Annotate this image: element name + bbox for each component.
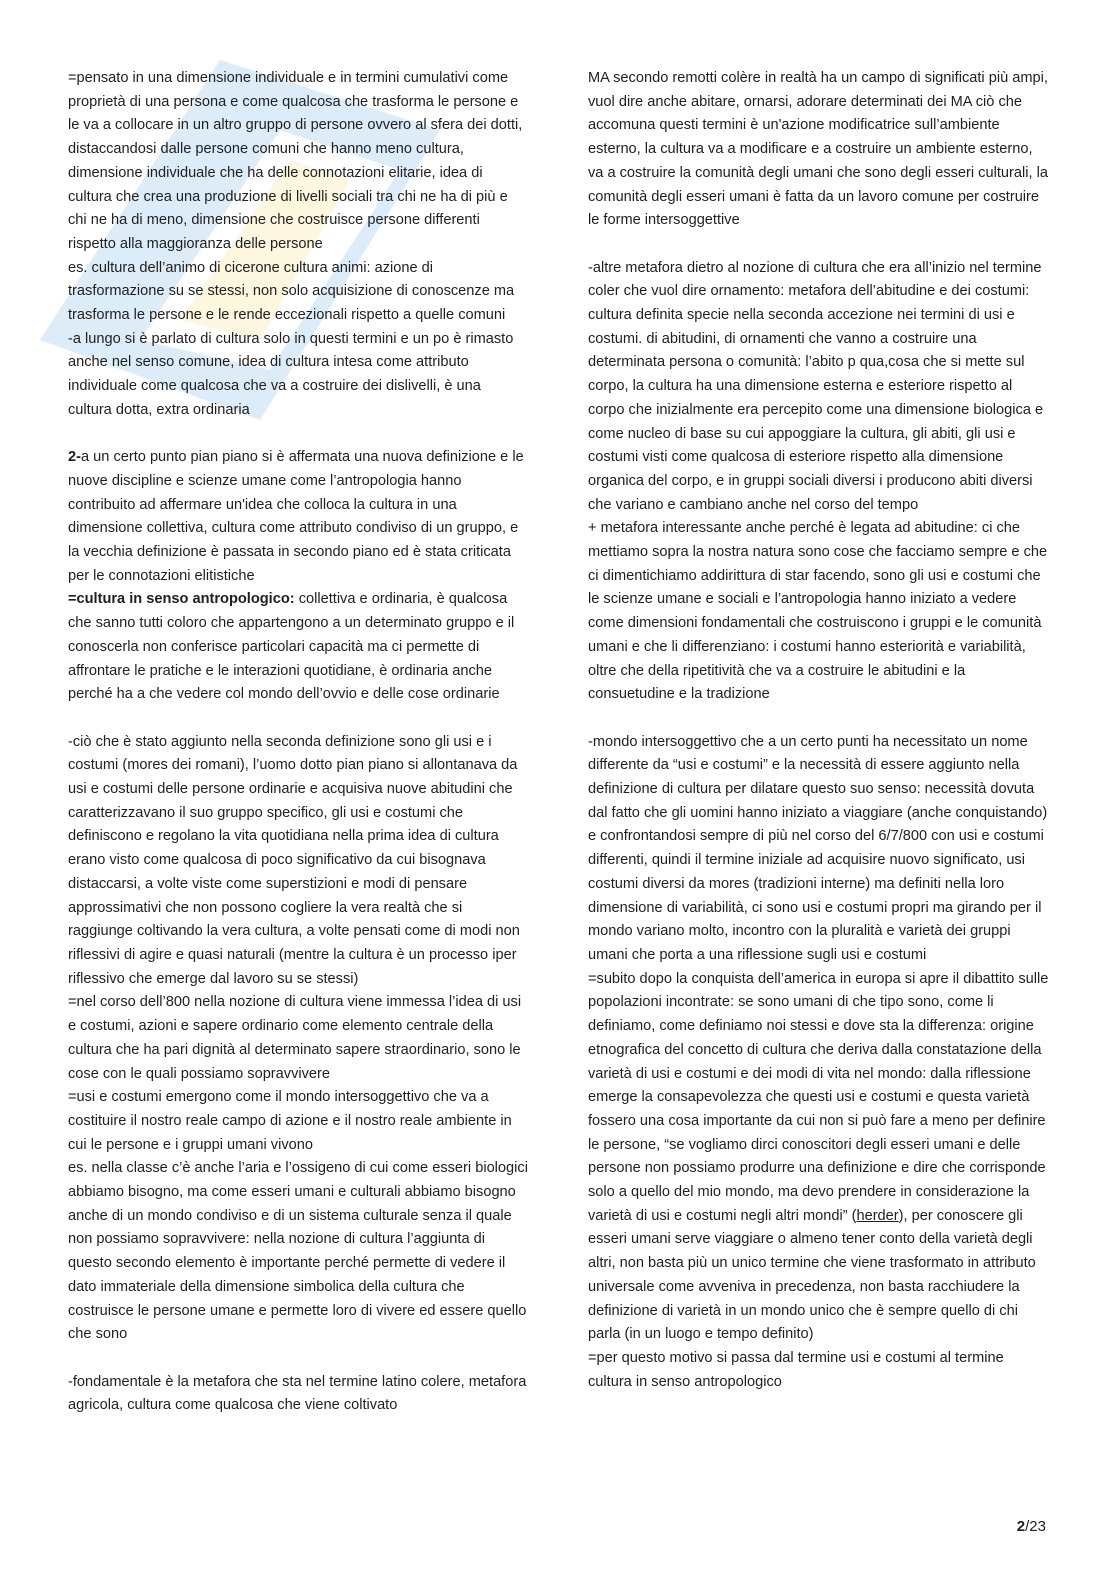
page-total: /23 bbox=[1025, 1518, 1046, 1535]
page-number bbox=[1017, 1518, 1046, 1535]
right-paragraph-5-text-b: ), per conoscere gli esseri umani serve viaggiare o almeno tener conto della varietà degli altri, non basta più un unico termine che viene trasformato in attributo universale come avveniva in precedenza, non basta racchiudere la definizione di varietà in un mondo unico che è sempre quello di chi parla (in un luogo e tempo definito) bbox=[588, 1207, 1036, 1343]
left-paragraph-2: es. cultura dell’animo di cicerone cultura animi: azione di trasformazione su se stessi, non solo acquisizione di conoscenze ma trasforma le persone e le rende eccezionali rispetto a quelle comuni bbox=[68, 259, 515, 324]
left-paragraph-4 bbox=[68, 446, 528, 588]
herder-link[interactable]: herder bbox=[856, 1207, 899, 1224]
left-column bbox=[68, 67, 528, 1418]
page-current: 2 bbox=[1016, 1518, 1026, 1535]
left-paragraph-4-text: a un certo punto pian piano si è affermata una nuova definizione e le nuove discipline e scienze umane come l’antropologia hanno contribuito ad affermare un'idea che colloca la cultura in una dimensione collettiva, cultura come attributo condiviso di un gruppo, e la vecchia definizione è passata in secondo piano ed è stata criticata per le connotazioni elitistiche bbox=[68, 449, 524, 584]
left-paragraph-5 bbox=[68, 588, 528, 707]
left-paragraph-8: =usi e costumi emergono come il mondo intersoggettivo che va a costituire il nostro reale campo di azione e il nostro reale ambiente in cui le persone e i gruppi umani vivono bbox=[68, 1089, 512, 1153]
right-paragraph-2: -altre metafora dietro al nozione di cultura che era all’inizio nel termine coler che vuol dire ornamento: metafora dell’abitudine e dei costumi: cultura definita specie nella seconda accezione nei termini di usi e costumi. di abitudini, di ornamenti che vanno a costruire una determinata persona o comunità: l’abito p qua,cosa che si mette sul corpo, la cultura ha una dimensione esterna e esteriore rispetto al corpo che inizialmente era percepito come una dimensione biologica e come nucleo di base su cui appoggiare la cultura, gli abiti, gli usi e costumi visti come qualcosa di esteriore rispetto alla dimensione organica del corpo, e in gruppi sociali diversi i producono abiti diversi che variano e cambiano anche nel corso del tempo bbox=[588, 259, 1044, 513]
right-column bbox=[588, 67, 1050, 1394]
definition-heading: =cultura in senso antropologico: bbox=[68, 591, 295, 608]
left-paragraph-10: -fondamentale è la metafora che sta nel termine latino colere, metafora agricola, cultura come qualcosa che viene coltivato bbox=[68, 1373, 527, 1414]
left-paragraph-1: =pensato in una dimensione individuale e in termini cumulativi come proprietà di una persona e come qualcosa che trasforma le persone e le va a collocare in un altro gruppo di persone ovvero al sfera dei dotti, distaccandosi dalle persone comuni che hanno meno cultura, dimensione individuale che ha delle connotazioni elitarie, idea di cultura che crea una produzione di livelli sociali tra chi ne ha di più e chi ne ha di meno, dimensione che costruisce persone differenti rispetto alla maggioranza delle persone bbox=[68, 70, 523, 252]
right-paragraph-3: + metafora interessante anche perché è legata ad abitudine: ci che mettiamo sopra la nostra natura sono cose che facciamo sempre e che ci dimentichiamo addirittura di star facendo, sono gli usi e costumi che le scienze umane e sociali e l’antropologia hanno iniziato a vedere come dimensioni fondamentali che costruiscono i gruppi e le comunità umani e che li differenziano: i costumi hanno esteriorità e variabilità, oltre che della ripetitività che va a costruire le abitudini e la consuetudine e la tradizione bbox=[588, 520, 1048, 703]
left-paragraph-6: -ciò che è stato aggiunto nella seconda definizione sono gli usi e i costumi (mores dei romani), l’uomo dotto pian piano si allontanava da usi e costumi delle persone ordinarie e acquisiva nuove abitudini che caratterizzavano il suo gruppo specifico, gli usi e costumi che definiscono e regolano la vita quotidiana nella prima idea di cultura erano visto come qualcosa di poco significativo da cui bisognava distaccarsi, a volte viste come superstizioni e modi di pensare approssimativi che non possono cogliere la vera realtà che si raggiunge coltivando la vera cultura, a volte pensati come di modi non riflessivi di agire e quasi naturali (mentre la cultura è un processo iper riflessivo che emerge dal lavoro su se stessi) bbox=[68, 733, 520, 987]
right-paragraph-1: MA secondo remotti colère in realtà ha un campo di significati più ampi, vuol dire anche abitare, ornarsi, adorare determinati dei MA ciò che accomuna questi termini è un'azione modificatrice sull’ambiente esterno, la cultura va a modificare e a costruire un ambiente esterno, va a costruire la comunità degli umani che sono degli esseri culturali, la comunità degli esseri umani è fatta da un lavoro comune per costruire le forme intersoggettive bbox=[588, 70, 1048, 229]
right-paragraph-6: =per questo motivo si passa dal termine usi e costumi al termine cultura in senso antropologico bbox=[588, 1349, 1004, 1390]
left-paragraph-5-text: collettiva e ordinaria, è qualcosa che sanno tutti coloro che appartengono a un determinato gruppo e il conoscerla non conferisce particolari capacità ma ci permette di affrontare le pratiche e le interazioni quotidiane, è ordinaria anche perché ha a che vedere col mondo dell’ovvio e delle cose ordinarie bbox=[68, 591, 515, 703]
left-paragraph-3: -a lungo si è parlato di cultura solo in questi termini e un po è rimasto anche nel senso comune, idea di cultura intesa come attributo individuale come qualcosa che va a costruire dei dislivelli, è una cultura dotta, extra ordinaria bbox=[68, 330, 514, 418]
right-paragraph-5-text-a: =subito dopo la conquista dell’america in europa si apre il dibattito sulle popolazioni incontrate: se sono umani di che tipo sono, come li definiamo, come definiamo noi stessi e dove sta la differenza: origine etnografica del concetto di cultura che deriva dalla constatazione della varietà di usi e costumi e dei modi di vita nel mondo: dalla riflessione emerge la consapevolezza che questi usi e costumi e questa varietà fossero una cosa importante da cui non si può fare a meno per definire le persone, “se vogliamo dirci conoscitori degli esseri umani e delle persone non possiamo produrre una definizione e dire che corrisponde solo a quello del mio mondo, ma devo prendere in considerazione la varietà di usi e costumi negli altri mondi” ( bbox=[588, 970, 1049, 1224]
left-paragraph-9: es. nella classe c’è anche l’aria e l’ossigeno di cui come esseri biologici abbiamo bisogno, ma come esseri umani e culturali abbiamo bisogno anche di un mondo condiviso e di un sistema culturale senza il quale non possiamo sopravvivere: nella nozione di cultura l’aggiunta di questo secondo elemento è importante perché permette di vedere il dato immateriale della dimensione simbolica della cultura che costruisce le persone umane e permette loro di vivere ed essere quello che sono bbox=[68, 1160, 528, 1343]
section-number: 2- bbox=[68, 449, 81, 466]
right-paragraph-5 bbox=[588, 968, 1050, 1347]
left-paragraph-7: =nel corso dell’800 nella nozione di cultura viene immessa l’idea di usi e costumi, azioni e sapere ordinario come elemento centrale della cultura che ha pari dignità al determinato sapere straordinario, sono le cose con le quali possiamo sopravvivere bbox=[68, 994, 522, 1082]
right-paragraph-4: -mondo intersoggettivo che a un certo punti ha necessitato un nome differente da “usi e costumi” e la necessità di essere aggiunto nella definizione di cultura per dilatare questo suo senso: necessità dovuta dal fatto che gli uomini hanno iniziato a viaggiare (anche conquistando) e confrontandosi sempre di più nel corso del 6/7/800 con usi e costumi differenti, quindi il termine iniziale ad acquisire nuovo significato, usi costumi diversi da mores (tradizioni interne) ma definiti nella loro dimensione di variabilità, ci sono usi e costumi propri ma girando per il mondo variano molto, incontro con la pluralità e varietà dei gruppi umani che porta a una riflessione sugli usi e costumi bbox=[588, 733, 1048, 963]
